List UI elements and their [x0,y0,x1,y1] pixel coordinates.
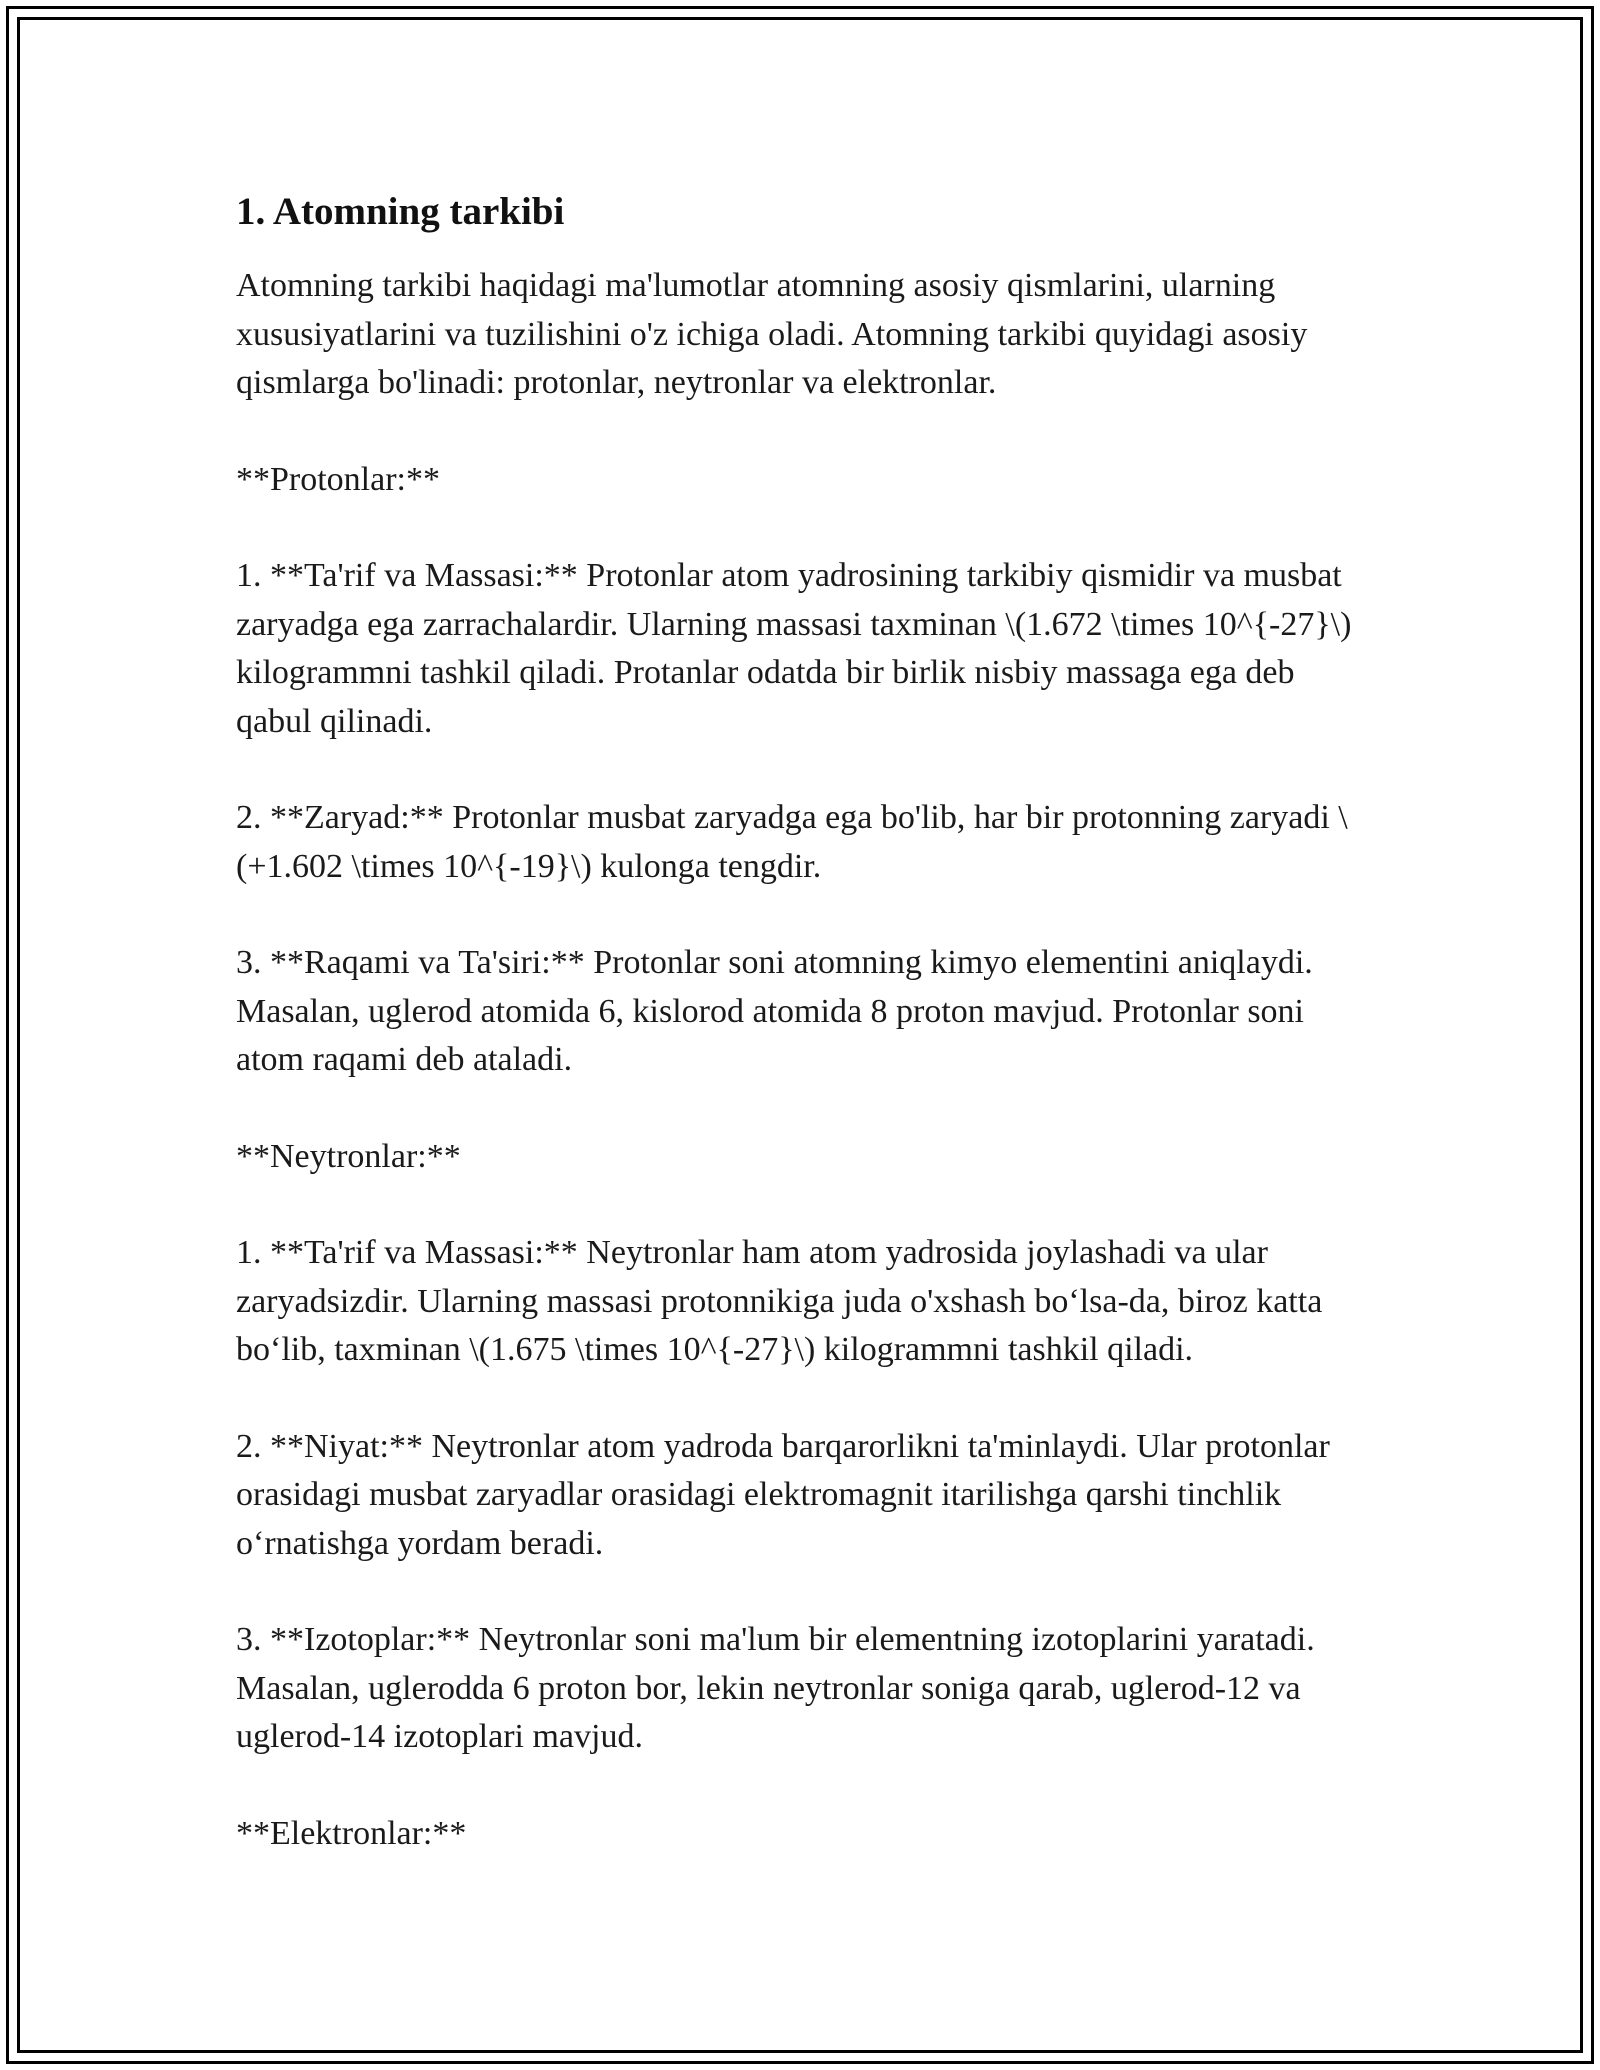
neutrons-subheading: **Neytronlar:** [236,1137,461,1175]
electrons-subheading: **Elektronlar:** [236,1814,467,1852]
protons-subheading: **Protonlar:** [236,460,440,498]
document-body [236,184,1376,1906]
neutrons-item-definition-mass: 1. **Ta'rif va Massasi:** Neytronlar ham atom yadrosida joylashadi va ular zaryadsizdir. Ularning massasi protonnikiga juda o'xshash bo‘lsa-da, biroz katta bo‘lib, taxminan \(1.675 \times 10^{-27}\) kilogrammni tashkil qiladi. [236,1234,1323,1368]
neutrons-item-isotopes: 3. **Izotoplar:** Neytronlar soni ma'lum bir elementning izotoplarini yaratadi. Masalan, uglerodda 6 proton bor, lekin neytronlar soniga qarab, uglerod-12 va uglerod-14 izotoplari mavjud. [236,1621,1315,1755]
protons-item-number-effect: 3. **Raqami va Ta'siri:** Protonlar soni atomning kimyo elementini aniqlaydi. Masalan, uglerod atomida 6, kislorod atomida 8 proton mavjud. Protonlar soni atom raqami deb ataladi. [236,944,1313,1078]
section-heading: 1. Atomning tarkibi [236,190,565,233]
neutrons-item-purpose: 2. **Niyat:** Neytronlar atom yadroda barqarorlikni ta'minlaydi. Ular protonlar orasidagi musbat zaryadlar orasidagi elektromagnit itarilishga qarshi tinchlik o‘rnatishga yordam beradi. [236,1427,1330,1562]
intro-paragraph: Atomning tarkibi haqidagi ma'lumotlar atomning asosiy qismlarini, ularning xususiyatlarini va tuzilishini o'z ichiga oladi. Atomning tarkibi quyidagi asosiy qismlarga bo'linadi: protonlar, neytronlar va elektronlar. [236,267,1308,401]
protons-item-charge: 2. **Zaryad:** Protonlar musbat zaryadga ega bo'lib, har bir protonning zaryadi \(+1.602 \times 10^{-19}\) kulonga tengdir. [236,799,1348,885]
protons-item-definition-mass: 1. **Ta'rif va Massasi:** Protonlar atom yadrosining tarkibiy qismidir va musbat zaryadga ega zarrachalardir. Ularning massasi taxminan \(1.672 \times 10^{-27}\) kilogrammni tashkil qiladi. Protanlar odatda bir birlik nisbiy massaga ega deb qabul qilinadi. [236,557,1352,740]
